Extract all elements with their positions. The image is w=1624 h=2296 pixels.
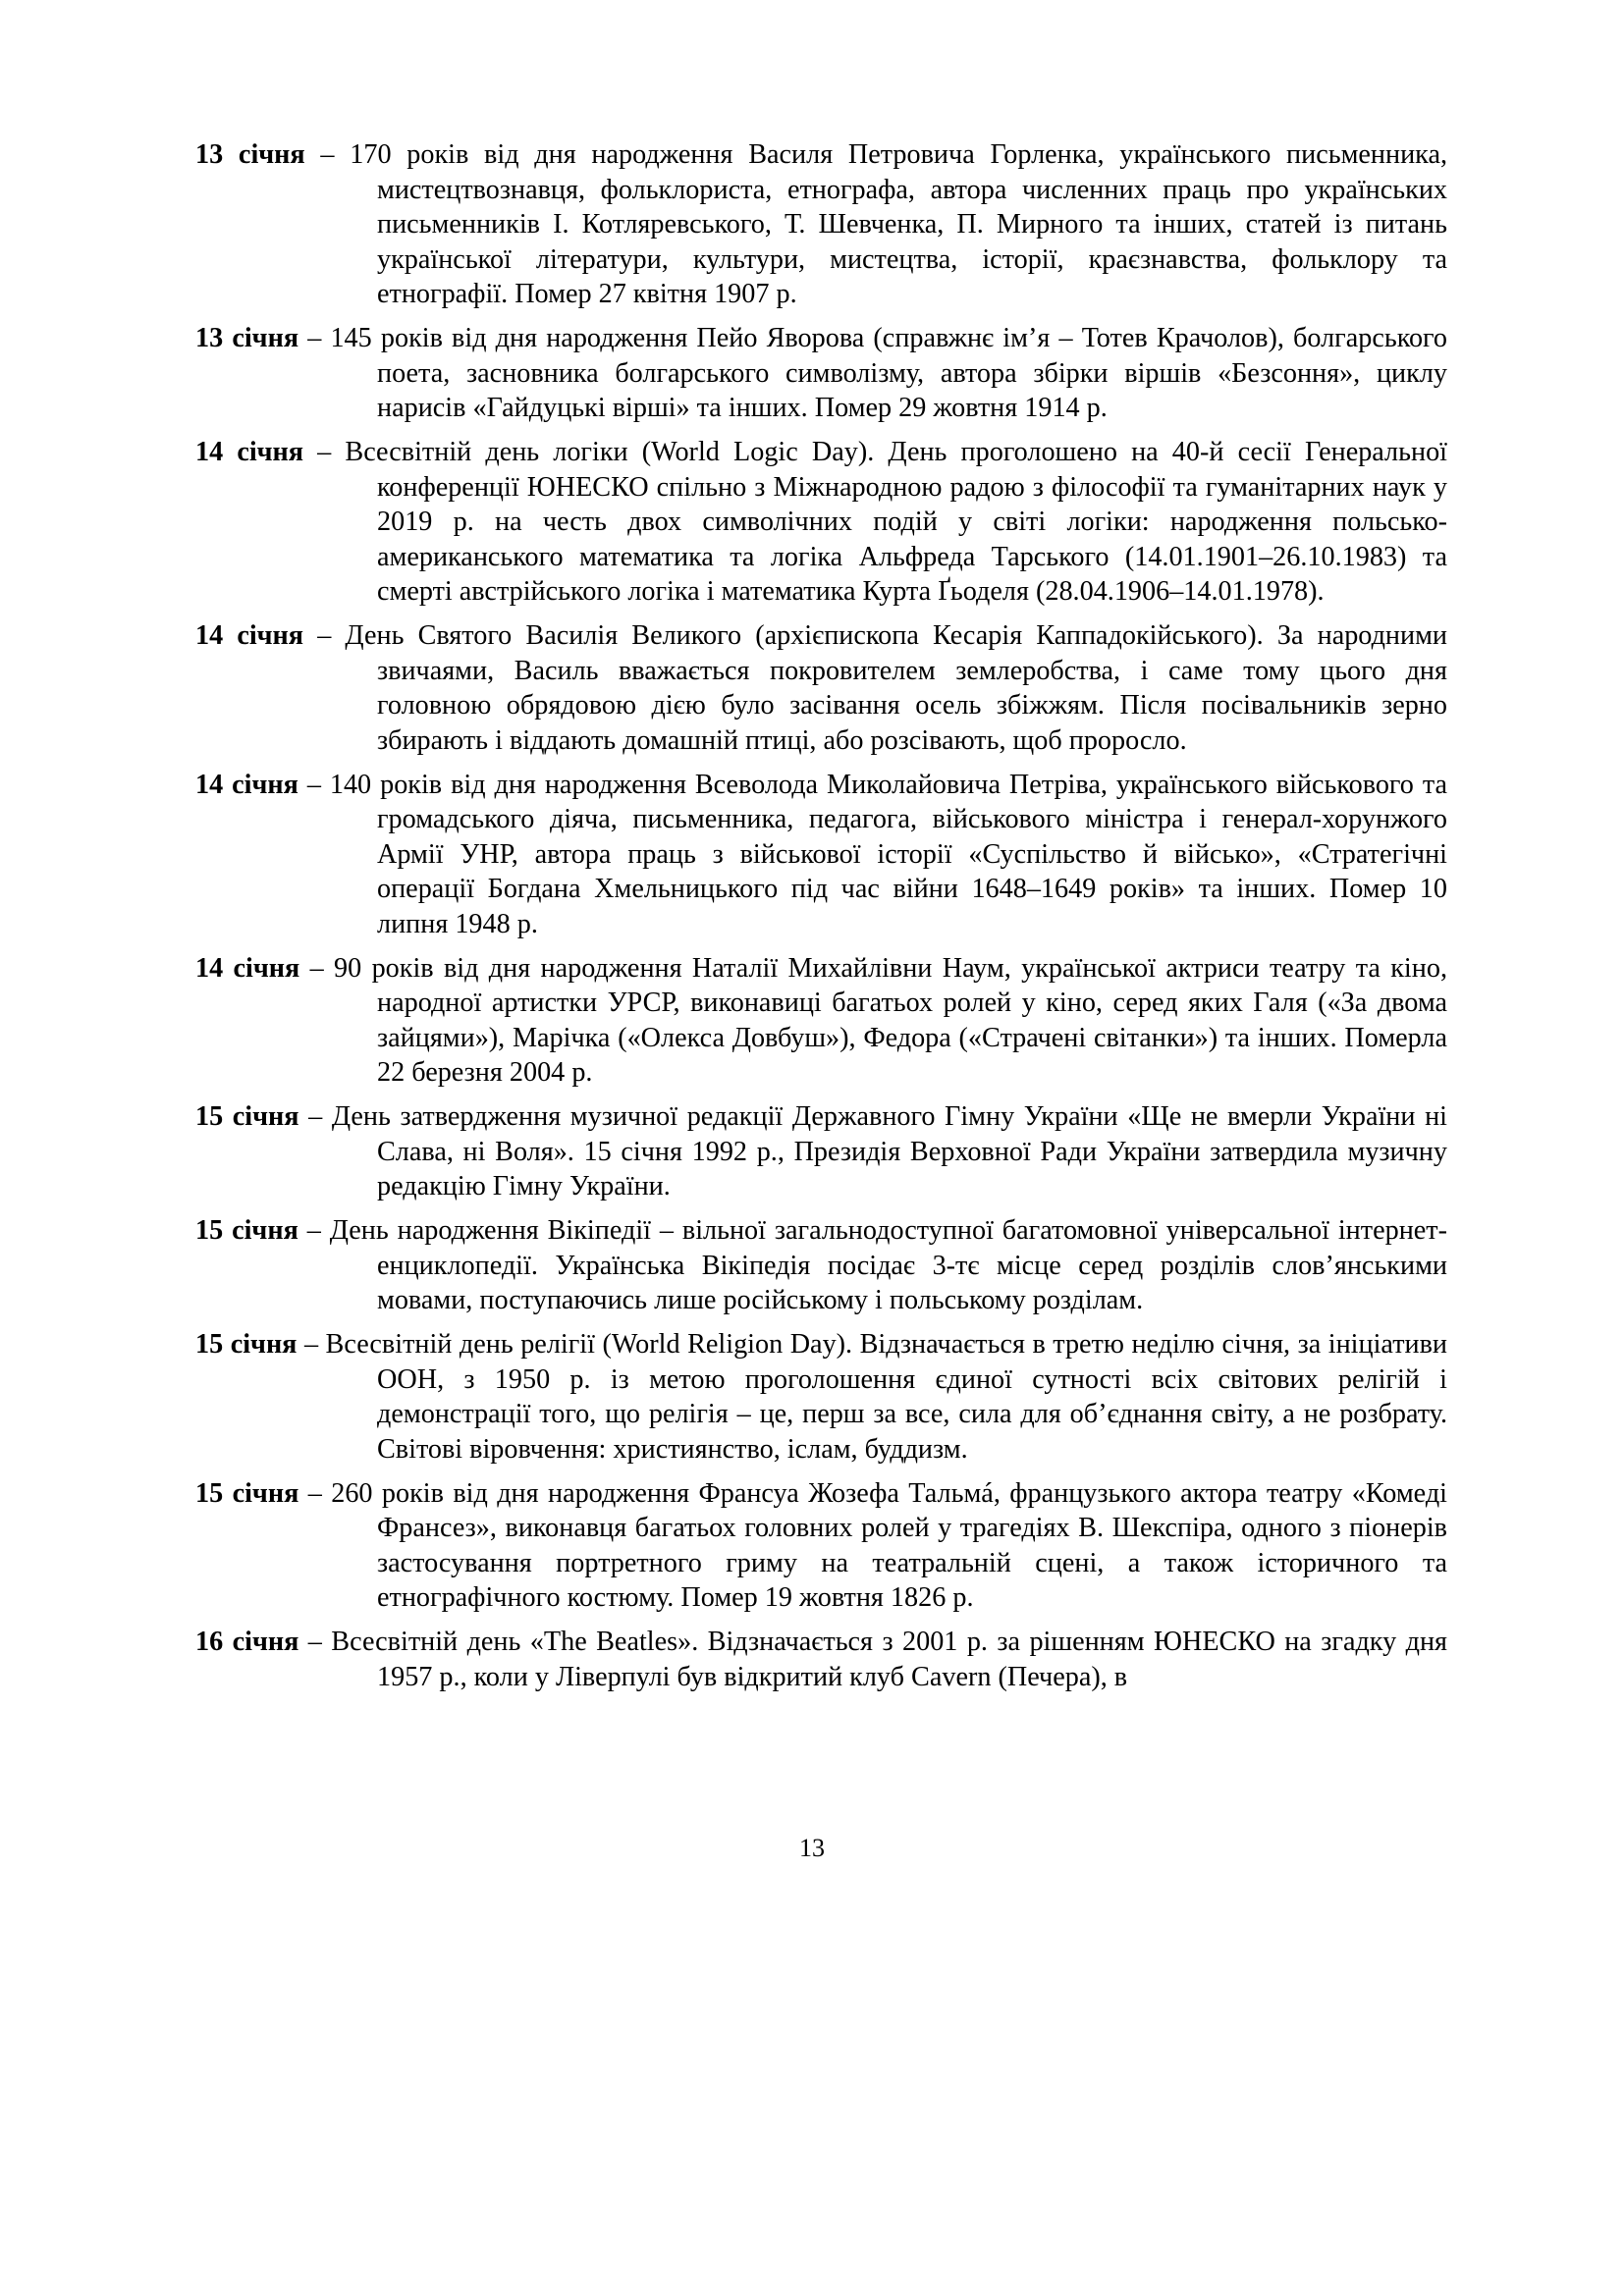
- entry-text: – 90 років від дня народження Наталії Михайлівни Наум, української актриси театру та кіно, народної артистки УРСР, виконавиці багатьох ролей у кіно, серед яких Галя («За двома зайцями»), Марічка («Олекса Довбуш»), Федора («Страчені світанки») та інших. Померла 22 березня 2004 р.: [299, 952, 1447, 1088]
- entry-date: 14 січня: [195, 952, 300, 984]
- calendar-entry: [195, 1625, 1447, 1694]
- entry-text: – День Святого Василія Великого (архієпископа Кесарія Каппадокійського). За народними звичаями, Василь вважається покровителем землеробства, і саме тому цього дня головною обрядовою дією було засівання осель збіжжям. Після посівальників зерно збирають і віддають домашній птиці, або розсівають, щоб проросло.: [303, 620, 1448, 756]
- entry-text: – 260 років від дня народження Франсуа Жозефа Тальмá, французького актора театру «Комеді Франсез», виконавця багатьох головних ролей у трагедіях В. Шекспіра, одного з піонерів застосування портретного гриму на театральній сцені, а також історичного та етнографічного костюму. Помер 19 жовтня 1826 р.: [298, 1477, 1447, 1613]
- calendar-entry: [195, 435, 1447, 610]
- entry-text: – 140 років від дня народження Всеволода Миколайовича Петріва, українського військового та громадського діяча, письменника, педагога, військового міністра і генерал-хорунжого Армії УНР, автора праць з військової історії «Суспільство й військо», «Стратегічні операції Богдана Хмельницького під час війни 1648–1649 років» та інших. Помер 10 липня 1948 р.: [298, 769, 1447, 939]
- entry-text: – Всесвітній день релігії (World Religion Day). Відзначається в третю неділю січня, за ініціативи ООН, з 1950 р. із метою проголошення єдиної сутності всіх світових релігій і демонстрації того, що релігія – це, перш за все, сила для об’єднання світу, а не розбрату. Світові віровчення: християнство, іслам, буддизм.: [297, 1329, 1448, 1465]
- entry-date: 15 січня: [195, 1101, 299, 1132]
- entry-date: 14 січня: [195, 620, 304, 651]
- calendar-entry: [195, 768, 1447, 942]
- entry-text: – Всесвітній день «The Beatles». Відзначається з 2001 р. за рішенням ЮНЕСКО на згадку дня 1957 р., коли у Ліверпулі був відкритий клуб Cavern (Печера), в: [298, 1627, 1447, 1692]
- calendar-entry: [195, 951, 1447, 1091]
- calendar-entry: [195, 1327, 1447, 1467]
- entry-text: – 170 років від дня народження Василя Петровича Горленка, українського письменника, мистецтвознавця, фольклориста, етнографа, автора численних праць про українських письменників І. Котляревського, Т. Шевченка, П. Мирного та інших, статей із питань української літератури, культури, мистецтва, історії, краєзнавства, фольклору та етнографії. Помер 27 квітня 1907 р.: [304, 139, 1448, 309]
- calendar-entries: [195, 137, 1447, 1704]
- entry-date: 13 січня: [195, 139, 305, 170]
- entry-date: 14 січня: [195, 437, 304, 467]
- calendar-entry: [195, 1476, 1447, 1616]
- calendar-entry: [195, 1099, 1447, 1204]
- calendar-entry: [195, 137, 1447, 312]
- entry-text: – 145 років від дня народження Пейо Яворова (справжнє ім’я – Тотев Крачолов), болгарського поета, засновника болгарського символізму, автора збірки віршів «Безсоння», циклу нарисів «Гайдуцькі вірші» та інших. Помер 29 жовтня 1914 р.: [298, 323, 1448, 423]
- entry-text: – День затвердження музичної редакції Державного Гімну України «Ще не вмерли України ні Слава, ні Воля». 15 січня 1992 р., Президія Верховної Ради України затвердила музичну редакцію Гімну України.: [298, 1101, 1447, 1201]
- page-number: 13: [799, 1834, 825, 1862]
- entry-date: 15 січня: [195, 1215, 298, 1246]
- entry-date: 13 січня: [195, 323, 299, 353]
- entry-date: 14 січня: [195, 769, 298, 800]
- calendar-entry: [195, 1213, 1447, 1318]
- calendar-entry: [195, 321, 1447, 426]
- entry-text: – Всесвітній день логіки (World Logic Day). День проголошено на 40-й сесії Генеральної конференції ЮНЕСКО спільно з Міжнародною радою з філософії та гуманітарних наук у 2019 р. на честь двох символічних подій у світі логіки: народження польсько-американського математика та логіка Альфреда Тарського (14.01.1901–26.10.1983) та смерті австрійського логіка і математика Курта Ґьоделя (28.04.1906–14.01.1978).: [303, 437, 1447, 607]
- entry-date: 16 січня: [195, 1627, 299, 1657]
- entry-text: – День народження Вікіпедії – вільної загальнодоступної багатомовної універсальної інтернет-енциклопедії. Українська Вікіпедія посідає 3-тє місце серед розділів слов’янськими мовами, поступаючись лише російському і польському розділам.: [298, 1215, 1447, 1315]
- entry-date: 15 січня: [195, 1329, 298, 1360]
- calendar-entry: [195, 618, 1447, 758]
- entry-date: 15 січня: [195, 1477, 299, 1509]
